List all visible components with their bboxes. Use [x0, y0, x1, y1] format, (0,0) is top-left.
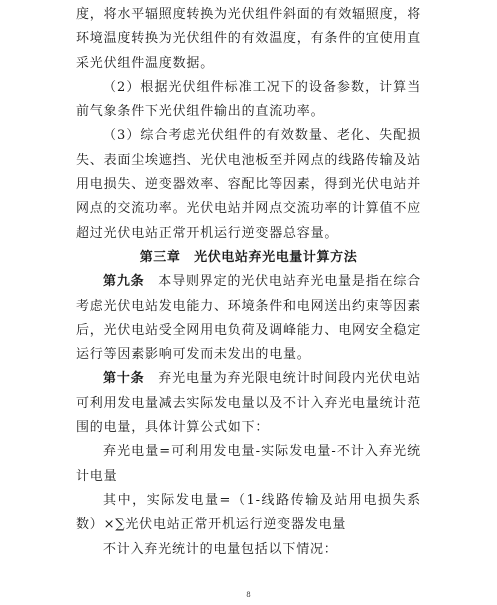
paragraph-item-2: （2）根据光伏组件标准工况下的设备参数，计算当前气象条件下光伏组件输出的直流功率。 — [76, 79, 421, 120]
article-9-text: 本导则界定的光伏电站弃光电量是指在综合考虑光伏电站发电能力、环境条件和电网送出约束等因素后，光伏电站受全网用电负荷及调峰能力、电网安全稳定运行等因素影响可发而未发出的电量。 — [76, 274, 422, 363]
chapter-heading: 第三章 光伏电站弃光电量计算方法 — [139, 249, 358, 265]
page-body — [76, 3, 421, 562]
article-10-paragraph — [76, 367, 421, 440]
article-10-label: 第十条 — [103, 371, 145, 387]
paragraph-exclusions-intro: 不计入弃光统计的电量包括以下情况： — [103, 541, 338, 557]
paragraph-item-3: （3）综合考虑光伏组件的有效数量、老化、失配损失、表面尘埃遮挡、光伏电池板至并网点的线路传输及站用电损失、逆变器效率、容配比等因素，得到光伏电站并网点的交流功率。光伏电站并网点交流功率的计算值不应超过光伏电站正常开机运行逆变器总容量。 — [76, 128, 422, 241]
formula-actual-generation: 其中，实际发电量=（1-线路传输及站用电损失系数）×∑光伏电站正常开机运行逆变器发电量 — [76, 492, 421, 533]
formula-curtailment: 弃光电量=可利用发电量-实际发电量-不计入弃光统计电量 — [76, 444, 421, 484]
article-9-label: 第九条 — [103, 274, 145, 290]
article-9-paragraph — [76, 270, 421, 367]
article-10-text: 弃光电量为弃光限电统计时间段内光伏电站可利用发电量减去实际发电量以及不计入弃光电量统计范围的电量，具体计算公式如下： — [76, 371, 422, 436]
paragraph-intro-continuation: 度，将水平辐照度转换为光伏组件斜面的有效辐照度，将环境温度转换为光伏组件的有效温度，有条件的宜使用直采光伏组件温度数据。 — [76, 7, 422, 71]
page-number: 8 — [246, 591, 251, 599]
